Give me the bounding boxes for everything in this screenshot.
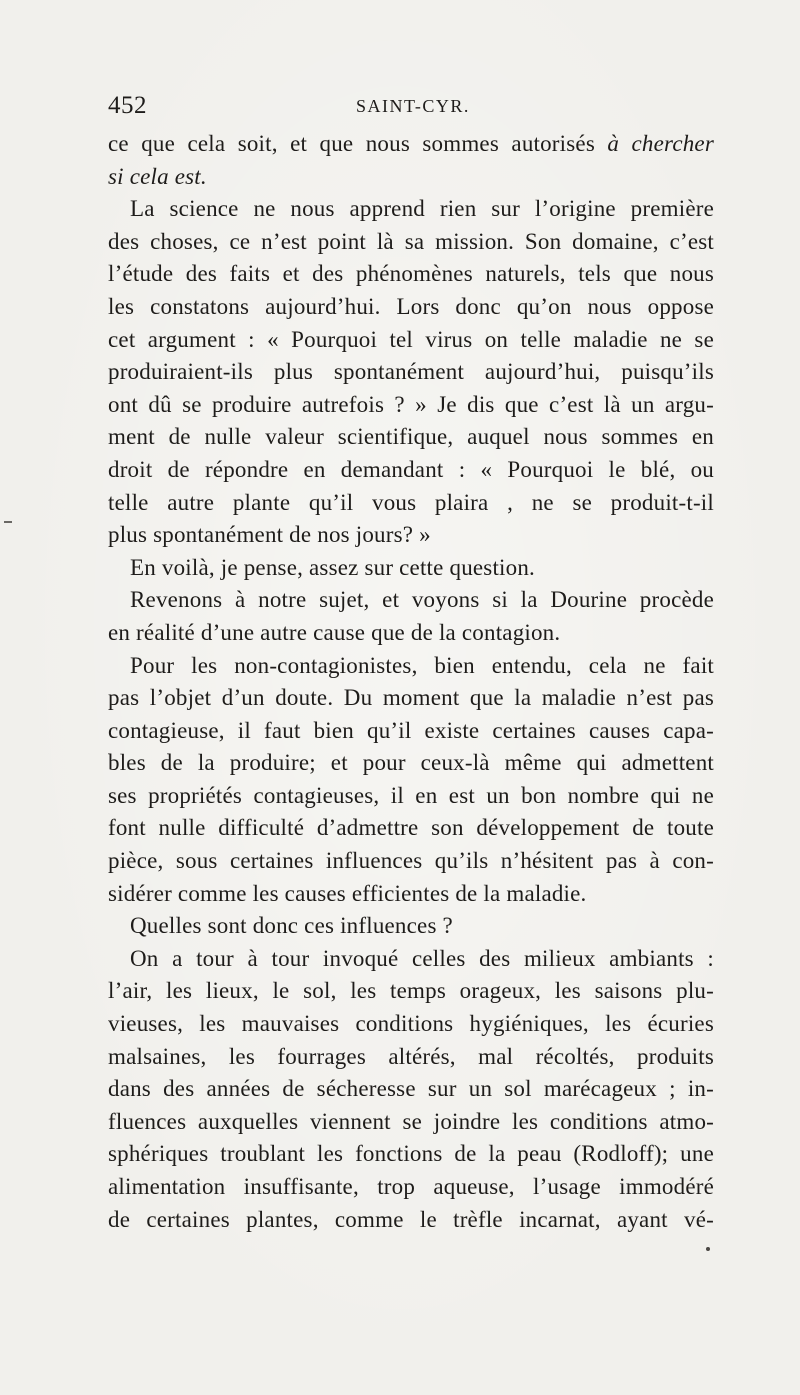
margin-mark: [4, 521, 12, 523]
text-line-content: alimentation insuffisante, trop aqueuse, l’usage immodéré: [108, 1174, 714, 1199]
text-line: [108, 324, 714, 357]
text-line-content: fluences auxquelles viennent se joindre les conditions atmo-: [108, 1108, 714, 1134]
text-line-content: Quelles sont donc ces influences ?: [130, 913, 453, 939]
text-line: [108, 682, 714, 715]
text-line: [108, 780, 714, 813]
text-line-content: de certaines plantes, comme le trèfle incarnat, ayant vé-: [108, 1206, 714, 1232]
text-line-content: bles de la produire; et pour ceux-là même qui admettent: [108, 750, 714, 776]
text-line: [108, 161, 714, 194]
text-line-content: ment de nulle valeur scientifique, auquel nous sommes en: [108, 424, 714, 450]
text-line: [108, 356, 714, 389]
text-line-content: des choses, ce n’est point là sa mission. Son domaine, c’est: [108, 228, 714, 254]
text-line: [108, 291, 714, 324]
text-line: [108, 1041, 714, 1074]
text-line: [108, 389, 714, 422]
text-line-content: pas l’objet d’un doute. Du moment que la maladie n’est pas: [108, 685, 714, 711]
text-line: [108, 1073, 714, 1106]
text-line: [108, 943, 714, 976]
text-line-content: dans des années de sécheresse sur un sol marécageux ; in-: [108, 1076, 714, 1102]
text-line-content: plus spontanément de nos jours? »: [108, 522, 431, 548]
text-line: [108, 421, 714, 454]
text-line: [108, 975, 714, 1008]
text-line: [108, 193, 714, 226]
text-line-content: telle autre plante qu’il vous plaira , ne se produit-t-il: [108, 489, 714, 515]
text-line-content: Pour les non-contagionistes, bien entendu, cela ne fait: [130, 652, 714, 678]
text-line: [108, 1171, 714, 1204]
text-line: [108, 812, 714, 845]
text-line-content: les constatons aujourd’hui. Lors donc qu’on nous oppose: [108, 293, 714, 319]
text-line-content: ont dû se produire autrefois ? » Je dis que c’est là un argu-: [108, 391, 714, 417]
text-line: [108, 1204, 714, 1237]
text-line: [108, 845, 714, 878]
text-line: [108, 487, 714, 520]
page-header: [108, 92, 714, 122]
text-line: [108, 617, 714, 650]
ink-speck: [706, 1247, 710, 1251]
text-line-content: ce que cela soit, et que nous sommes autorisés: [108, 131, 608, 156]
text-line: [108, 552, 714, 585]
text-line-content: sidérer comme les causes efficientes de la maladie.: [108, 880, 587, 906]
body-text: [108, 128, 714, 1236]
text-line-content: malsaines, les fourrages altérés, mal récoltés, produits: [108, 1043, 714, 1069]
text-line: [108, 454, 714, 487]
page-number: 452: [108, 92, 147, 119]
text-line: [108, 715, 714, 748]
text-line: [108, 519, 714, 552]
text-line-content: droit de répondre en demandant : « Pourquoi le blé, ou: [108, 456, 714, 482]
text-line-content: On a tour à tour invoqué celles des milieux ambiants :: [130, 945, 714, 971]
text-line: [108, 1106, 714, 1139]
text-line: [108, 1008, 714, 1041]
text-line-content: cet argument : « Pourquoi tel virus on telle maladie ne se: [108, 326, 714, 352]
text-line: [108, 128, 714, 161]
text-line-content: contagieuse, il faut bien qu’il existe certaines causes capa-: [108, 717, 714, 743]
text-line-content: l’étude des faits et des phénomènes naturels, tels que nous: [108, 261, 714, 287]
text-line: [108, 878, 714, 911]
text-line-content: produiraient-ils plus spontanément aujourd’hui, puisqu’ils: [108, 359, 714, 385]
text-line-content: en réalité d’une autre cause que de la contagion.: [108, 619, 561, 645]
text-line-content: font nulle difficulté d’admettre son développement de toute: [108, 815, 714, 841]
text-line-content: vieuses, les mauvaises conditions hygiéniques, les écuries: [108, 1011, 714, 1037]
text-line: [108, 226, 714, 259]
italic-text: si cela est.: [108, 163, 207, 189]
text-line: [108, 258, 714, 291]
text-line: [108, 650, 714, 683]
text-line: [108, 584, 714, 617]
text-line: [108, 747, 714, 780]
running-head: SAINT-CYR.: [356, 96, 470, 116]
text-line: [108, 910, 714, 943]
text-line-content: sphériques troublant les fonctions de la peau (Rodloff); une: [108, 1141, 714, 1167]
text-line-content: En voilà, je pense, assez sur cette question.: [130, 554, 535, 580]
text-line: [108, 1138, 714, 1171]
text-line-content: pièce, sous certaines influences qu’ils n’hésitent pas à con-: [108, 848, 714, 874]
text-line-content: l’air, les lieux, le sol, les temps orageux, les saisons plu-: [108, 978, 714, 1004]
text-line-content: ses propriétés contagieuses, il en est un bon nombre qui ne: [108, 782, 714, 808]
italic-text: à chercher: [607, 131, 714, 156]
text-line-content: Revenons à notre sujet, et voyons si la Dourine procède: [130, 587, 714, 613]
text-line-content: La science ne nous apprend rien sur l’origine première: [130, 196, 714, 222]
